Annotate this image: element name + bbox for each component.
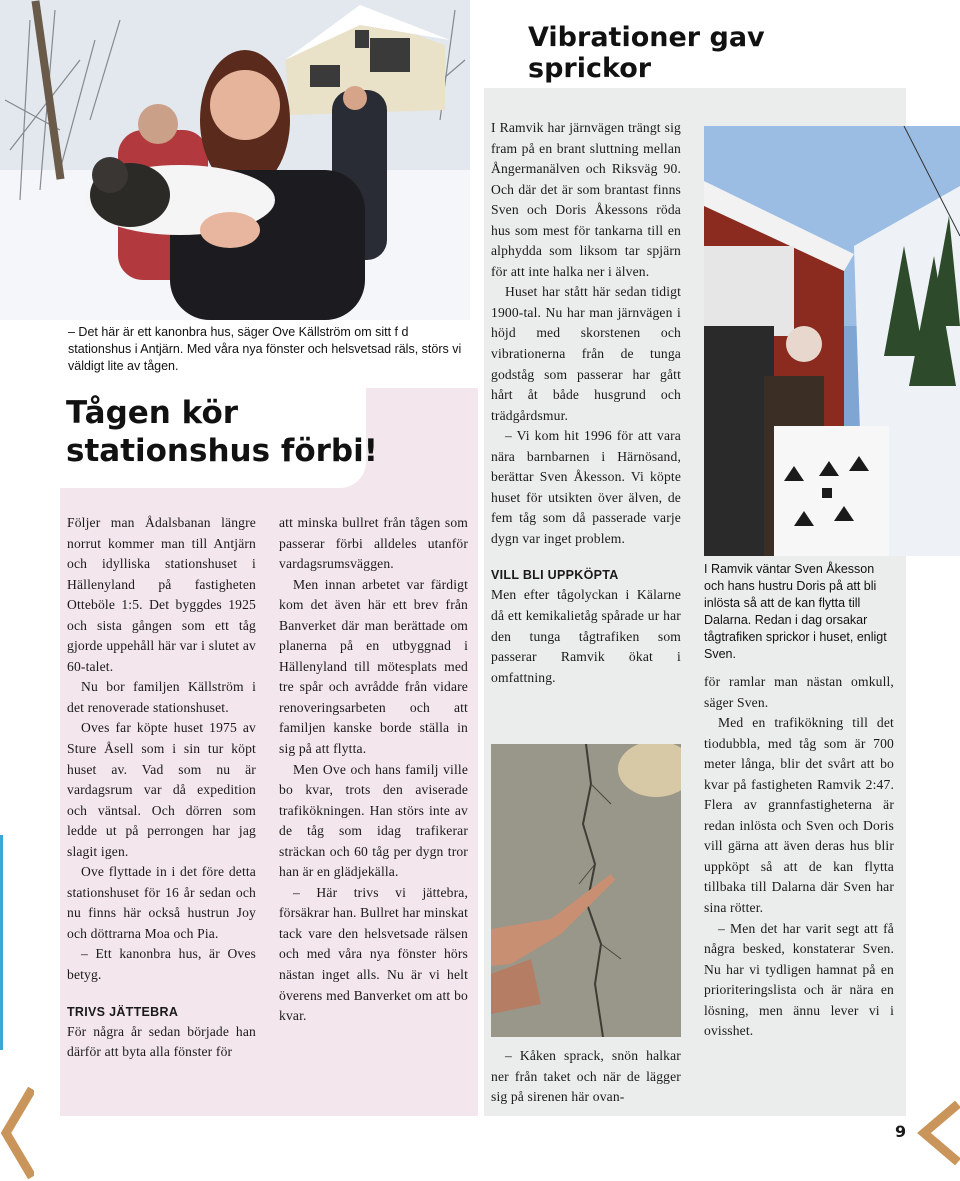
left-article-column-2 xyxy=(279,513,468,1027)
right-chevron-icon xyxy=(912,1100,960,1166)
paragraph: för ramlar man nästan omkull, säger Sven. xyxy=(704,674,894,710)
page-title-tab xyxy=(528,0,960,88)
paragraph: Men innan arbetet var färdigt kom det även här ett brev från Banverket där man berättade om planerna på en utbyggnad i Hällenyland till mötesplats med tre spår och avrådde från vidare renoveringsarbeten och att familjen kanske borde ställa in sig på att flytta. xyxy=(279,576,468,757)
paragraph: – Vi kom hit 1996 för att vara nära barnbarnen i Härnösand, berättar Sven Åkesson. Vi köpte huset för utsikten över älven, de fem tåg som då passerade varje dygn var inget problem. xyxy=(491,428,681,546)
article-headline xyxy=(66,394,378,470)
paragraph: Med en trafikökning till det tiodubbla, med tåg som är 700 meter långa, blir det svårt att bo kvar på fastigheten Ramvik 2:47. Flera av grannfastigheterna är redan inlösta och Sven och Doris vill gärna att även deras hus blir uppköpt så att de kan flytta tillbaka till Dalarna där Sven har sina rötter. xyxy=(704,715,894,916)
page-number: 9 xyxy=(895,1122,907,1141)
paragraph: – Kåken sprack, snön halkar ner från taket och när de lägger sig på sirenen här ovan- xyxy=(491,1048,681,1105)
paragraph: – Ett kanonbra hus, är Oves betyg. xyxy=(67,946,256,983)
page-title: Vibrationer gav sprickor xyxy=(528,22,765,84)
right-article-column-1 xyxy=(491,118,681,688)
paragraph: Ove flyttade in i det före detta stationshuset för 16 år sedan och nu finns här också hustrun Joy och döttrarna Moa och Pia. xyxy=(67,864,256,941)
paragraph: Men efter tågolyckan i Kälarne då ett kemikalietåg spårade ur har den tunga tågtrafiken som passerar Ramvik ökat i omfattning. xyxy=(491,587,681,685)
paragraph: Huset har stått här sedan tidigt 1900-tal. Nu har man järnvägen i höjd med skorstenen och vibrationerna från de tunga godståg som passerar har gått hårt åt både husgrund och trädgårdsmur. xyxy=(491,284,681,423)
headline-line-2: stationshus förbi! xyxy=(66,433,378,469)
paragraph: Följer man Ådalsbanan längre norrut kommer man till Antjärn och idylliska stationshuset i Hällenyland på fastigheten Otteböle 1:5. Det byggdes 1925 och sista gången som ett tåg gjorde uppehåll här var i slutet av 60-talet. xyxy=(67,515,256,674)
ramvik-house-photo xyxy=(704,126,960,556)
right-photo-caption: I Ramvik väntar Sven Åkesson och hans hustru Doris på att bli inlösta så att de kan flytta till Dalarna. Redan i dag orsakar tågtrafiken sprickor i huset, enligt Sven. xyxy=(704,562,887,661)
headline-line-1: Tågen kör xyxy=(66,395,239,431)
family-snow-photo xyxy=(0,0,470,320)
paragraph: Men Ove och hans familj ville bo kvar, trots den aviserade trafikökningen. Han störs inte av de tåg som idag trafikerar sträckan och 60 tåg per dygn tror han är en glädjekälla. xyxy=(279,761,468,880)
left-edge-color-strip xyxy=(0,835,3,1050)
right-article-column-1-bottom xyxy=(491,1046,681,1108)
paragraph: Oves far köpte huset 1975 av Sture Åsell som i sin tur köpt huset av. Vad som nu är vardagsrum var då expedition och väntsal. Och dörren som ledde ut på perrongen har jag slagit igen. xyxy=(67,720,256,859)
paragraph: Nu bor familjen Källström i det renoverade stationshuset. xyxy=(67,679,256,715)
left-article-column-1 xyxy=(67,513,256,1063)
paragraph: – Men det har varit segt att få några besked, konstaterar Sven. Nu har vi tydligen hamnat på en prioriteringslista och är nära en lösning, men ännu lever vi i ovisshet. xyxy=(704,920,894,1039)
subheading-trivs-jattebra: TRIVS JÄTTEBRA xyxy=(67,1004,179,1019)
left-chevron-icon xyxy=(0,1085,34,1181)
wall-crack-photo xyxy=(491,744,681,1037)
left-photo-caption: – Det här är ett kanonbra hus, säger Ove Källström om sitt f d stationshus i Antjärn. Med våra nya fönster och helsvetsad räls, störs vi väldigt lite av tågen. xyxy=(68,325,462,373)
paragraph: – Här trivs vi jättebra, försäkrar han. Bullret har minskat tack vare den helsvetsade rälsen och med våra nya fönster hörs nästan inget alls. Nu är vi helt överens med Banverket om att bo kvar. xyxy=(279,884,468,1024)
paragraph: att minska bullret från tågen som passerar förbi alldeles utanför vardagsrumsväggen. xyxy=(279,515,468,572)
paragraph: För några år sedan började han därför att byta alla fönster för xyxy=(67,1023,256,1060)
subheading-vill-bli-uppkopta: VILL BLI UPPKÖPTA xyxy=(491,568,619,583)
right-article-column-2 xyxy=(704,672,894,1042)
paragraph: I Ramvik har järnvägen trängt sig fram på en brant sluttning mellan Ångermanälven och Riksväg 90. Och där det är som brantast finns Sven och Doris Åkessons röda hus som mest för tankarna till en alphydda som liksom tar spjärn för att inte halka ner i älven. xyxy=(491,120,681,279)
